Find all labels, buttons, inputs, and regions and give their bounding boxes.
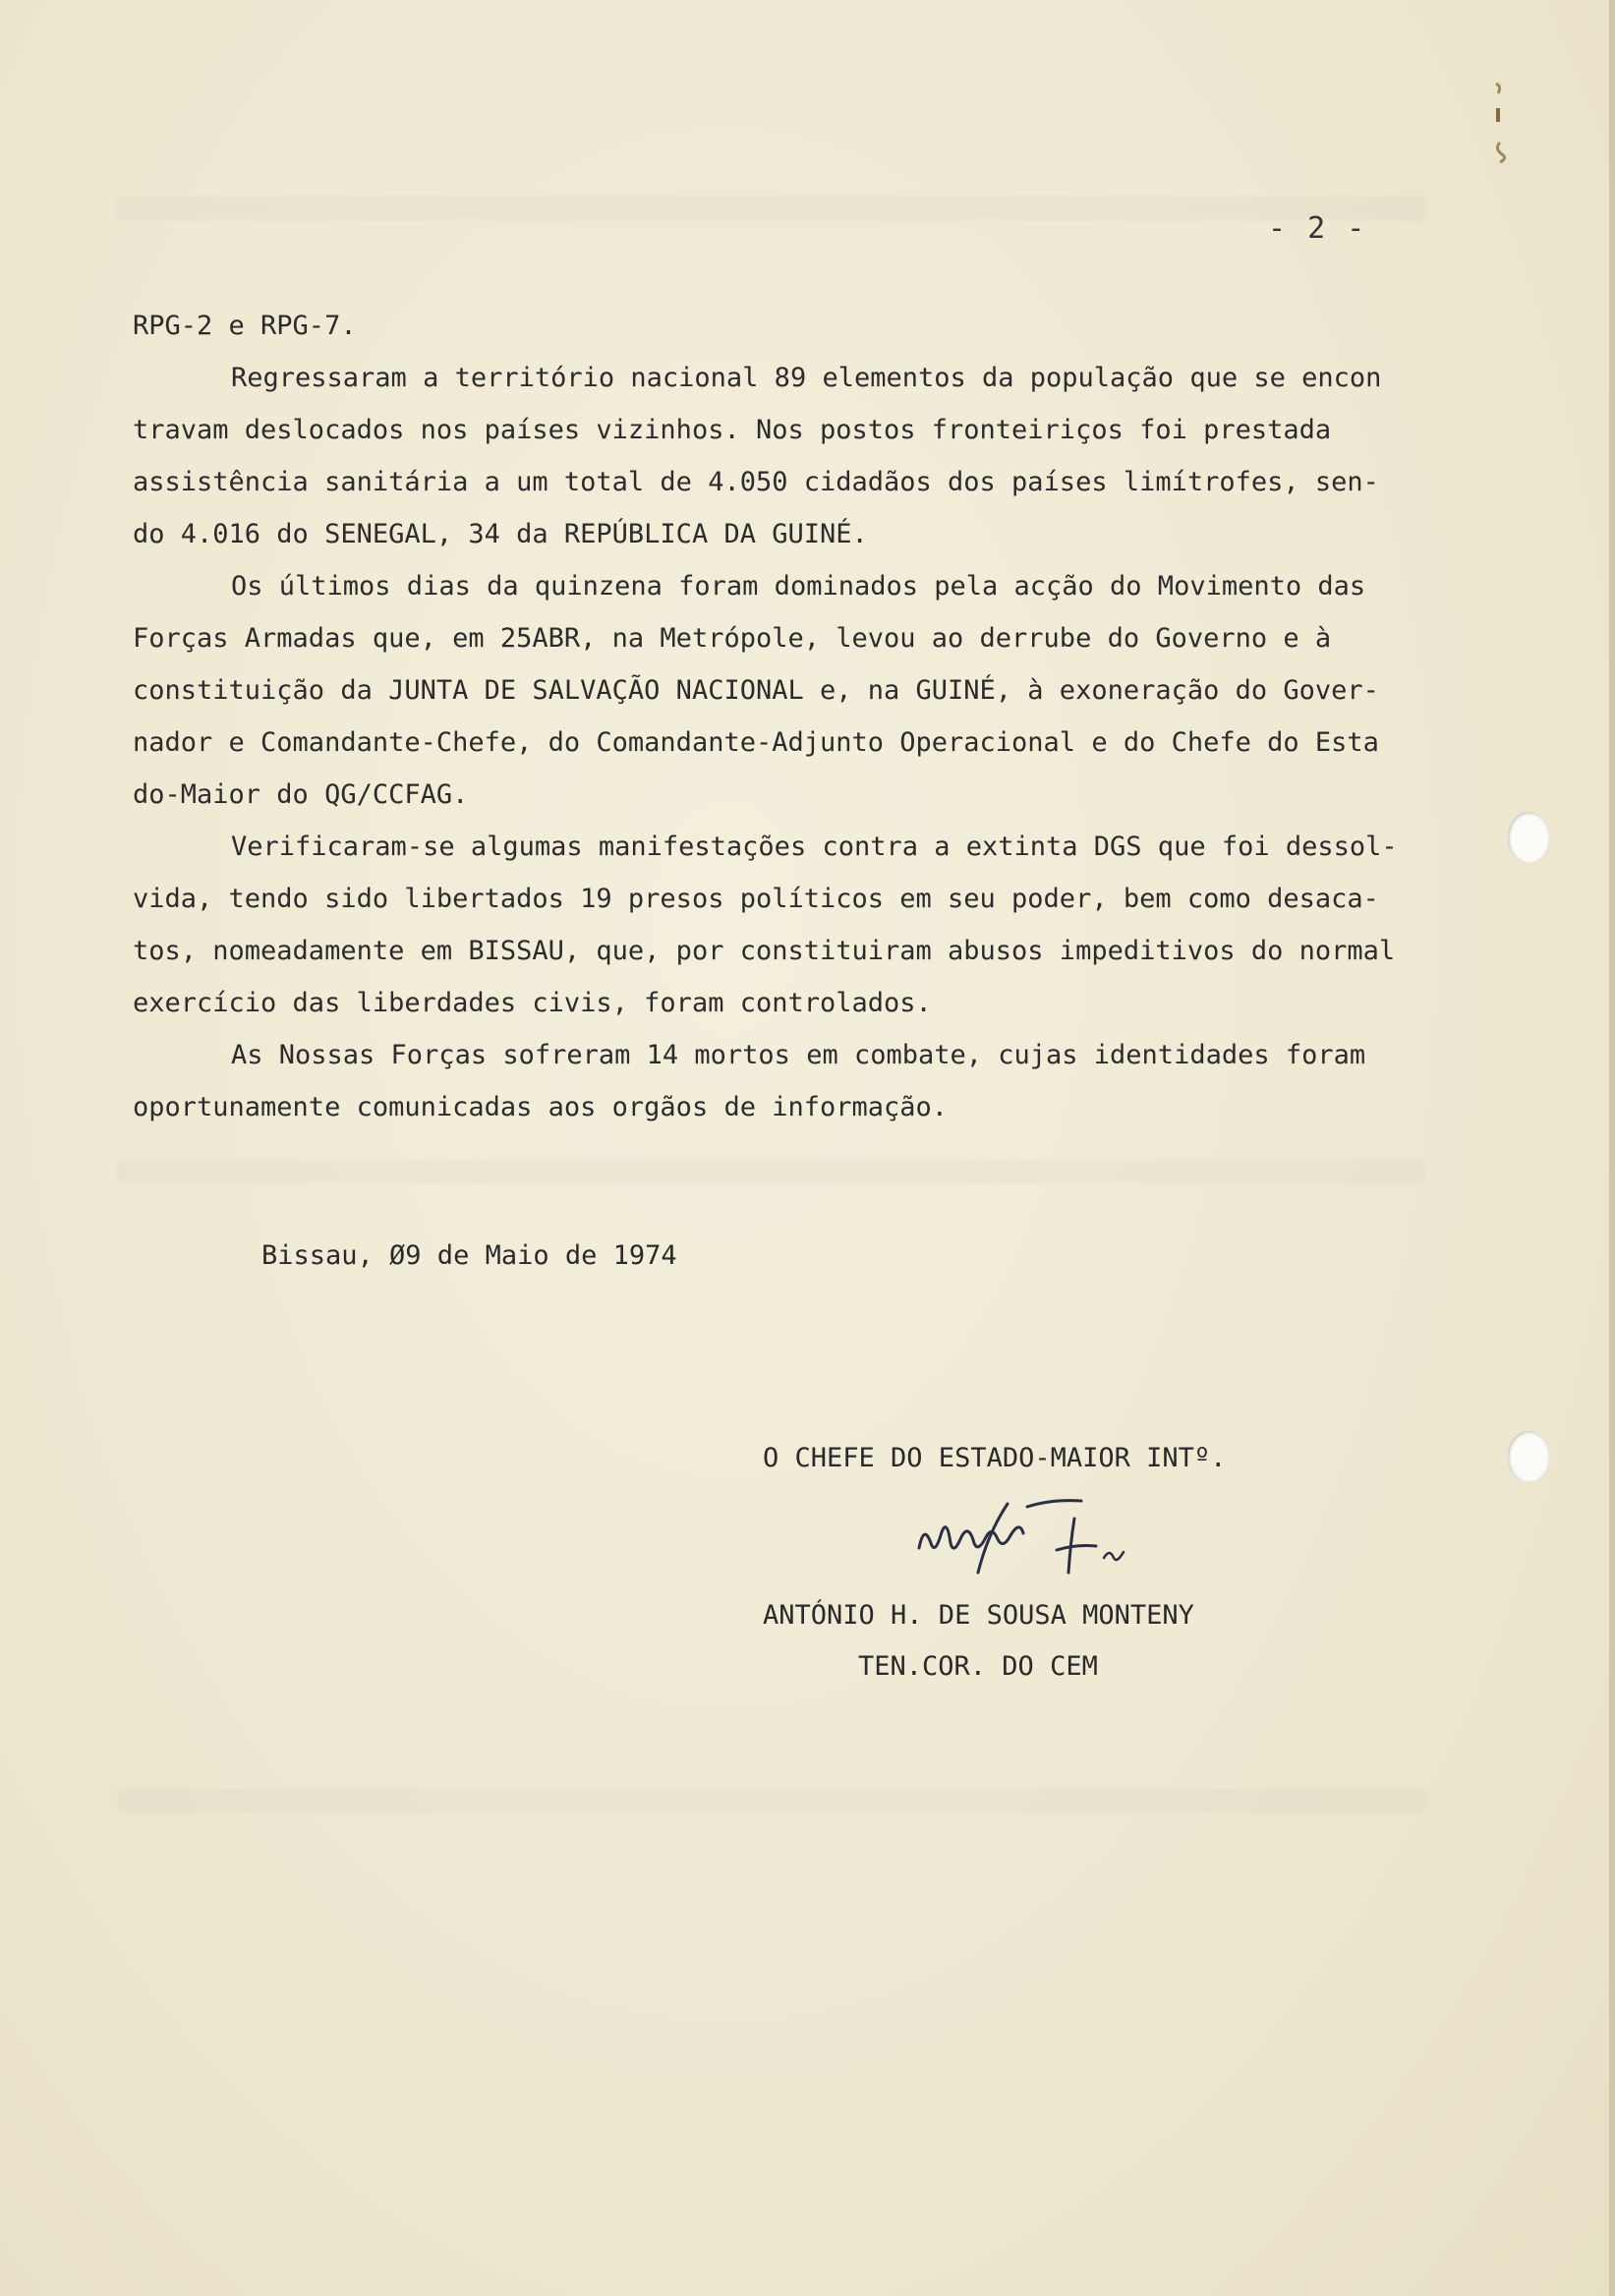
page-number: - 2 - xyxy=(1268,211,1367,246)
text-line: constituição da JUNTA DE SALVAÇÃO NACIONAL e, na GUINÉ, à exoneração do Gover- xyxy=(133,675,1379,706)
text-line: do 4.016 do SENEGAL, 34 da REPÚBLICA DA GUINÉ. xyxy=(133,519,868,549)
date-line: Bissau, Ø9 de Maio de 1974 xyxy=(261,1240,677,1271)
letter-body xyxy=(133,300,1420,1133)
text-line: As Nossas Forças sofreram 14 mortos em combate, cujas identidades foram xyxy=(231,1040,1366,1070)
text-line: assistência sanitária a um total de 4.050 cidadãos dos países limítrofes, sen- xyxy=(133,467,1379,497)
text-line: Verificaram-se algumas manifestações contra a extinta DGS que foi dessol- xyxy=(231,832,1398,862)
text-line: Forças Armadas que, em 25ABR, na Metrópole, levou ao derrube do Governo e à xyxy=(133,623,1332,654)
continuation-line: RPG-2 e RPG-7. xyxy=(133,311,357,341)
text-line: Regressaram a território nacional 89 elementos da população que se encon xyxy=(231,363,1382,393)
bleed-through-text xyxy=(118,197,1425,220)
signatory-rank: TEN.COR. DO CEM xyxy=(858,1651,1098,1682)
text-line: oportunamente comunicadas aos orgãos de informação. xyxy=(133,1092,949,1122)
handwritten-signature xyxy=(909,1489,1145,1582)
corner-pencil-mark xyxy=(1486,79,1510,167)
text-line: do-Maior do QG/CCFAG. xyxy=(133,779,469,810)
text-line: exercício das liberdades civis, foram controlados. xyxy=(133,988,932,1018)
bleed-through-text xyxy=(118,1160,1425,1183)
text-line: travam deslocados nos países vizinhos. Nos postos fronteiriços foi prestada xyxy=(133,415,1332,445)
signatory-name: ANTÓNIO H. DE SOUSA MONTENY xyxy=(763,1600,1194,1631)
paragraph-casualties xyxy=(133,1029,1420,1133)
paragraph-repatriation xyxy=(133,352,1420,560)
text-line: nador e Comandante-Chefe, do Comandante-Adjunto Operacional e do Chefe do Esta xyxy=(133,727,1379,758)
text-line: Os últimos dias da quinzena foram dominados pela acção do Movimento das xyxy=(231,571,1366,602)
paragraph-demonstrations xyxy=(133,821,1420,1029)
text-line: vida, tendo sido libertados 19 presos políticos em seu poder, bem como desaca- xyxy=(133,884,1379,914)
signatory-title: O CHEFE DO ESTADO-MAIOR INTº. xyxy=(763,1443,1227,1473)
text-line: tos, nomeadamente em BISSAU, que, por constituiram abusos impeditivos do normal xyxy=(133,936,1396,966)
punch-hole xyxy=(1508,812,1549,863)
bleed-through-text xyxy=(118,1789,1425,1812)
paragraph-armed-forces-movement xyxy=(133,560,1420,821)
paper-edge xyxy=(1609,0,1615,2296)
punch-hole xyxy=(1508,1431,1549,1482)
